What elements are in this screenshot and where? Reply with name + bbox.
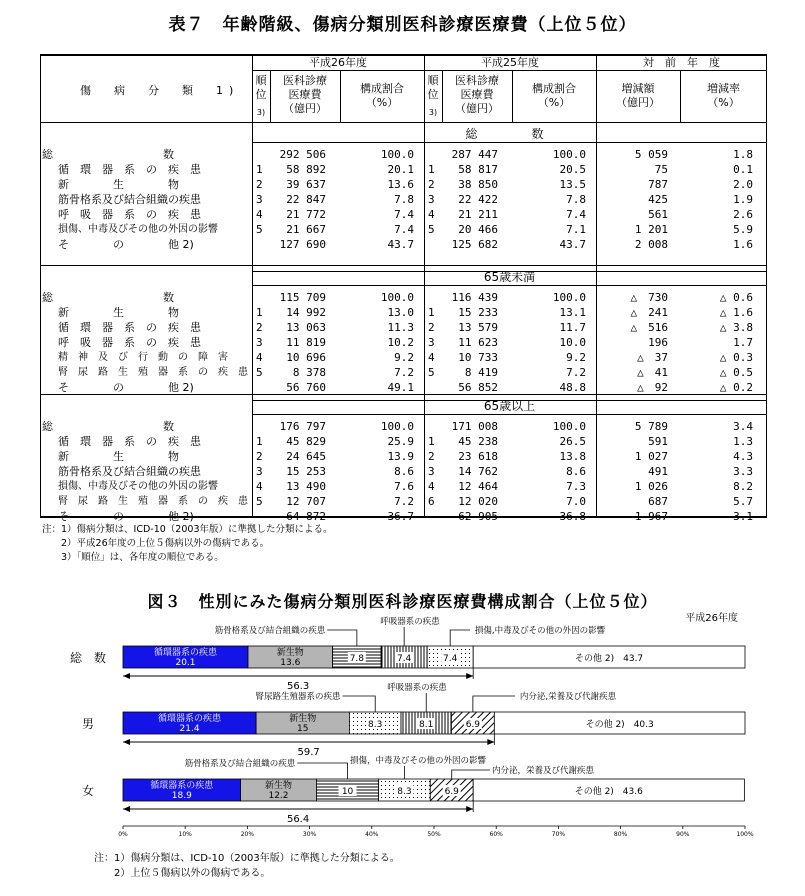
row-disease-name: 精 神 及 び 行 動 の 障 害: [58, 352, 228, 363]
row-ratio26: 11.3: [387, 321, 414, 334]
row-increase: 425: [648, 193, 668, 206]
callout-label: 筋骨格系及び結合組織の疾患: [184, 759, 296, 769]
row-ratio26: 7.6: [394, 480, 414, 493]
row-rank25: 1: [428, 306, 435, 319]
row-rank26: 3: [256, 465, 263, 478]
row-ratio25: 43.7: [559, 238, 586, 251]
row-increase: 1 026: [634, 480, 668, 493]
row-ratio26: 20.1: [387, 163, 414, 176]
row-cost25: 116 439: [451, 291, 498, 304]
header-year26: 平成26年度: [309, 56, 367, 69]
row-rate: 2.0: [733, 178, 753, 191]
row-cost25: 56 852: [458, 381, 498, 394]
x-tick-label: 100%: [736, 831, 754, 838]
table-title: 表７ 年齢階級、傷病分類別医科診療医療費（上位５位）: [168, 15, 637, 35]
x-tick-label: 60%: [489, 831, 503, 838]
row-cost26: 127 690: [279, 238, 326, 251]
row-cost26: 11 819: [286, 336, 326, 349]
row-ratio26: 10.2: [387, 336, 414, 349]
segment-value: 8.3: [397, 787, 412, 797]
segment-label: その他 2) 40.3: [585, 720, 654, 730]
segment-value: 15: [297, 724, 309, 734]
segment-value: 10: [341, 787, 354, 797]
row-rate: 3.3: [733, 465, 753, 478]
segment-value: 21.4: [179, 724, 200, 734]
segment-label: その他 2) 43.7: [575, 654, 644, 664]
x-tick-label: 0%: [118, 831, 128, 838]
row-rate: △ 0.3: [719, 351, 753, 364]
row-ratio26: 7.4: [394, 223, 414, 236]
row-increase: 2 008: [634, 238, 668, 251]
header-increase: （億円）: [616, 96, 660, 109]
row-cost26: 10 696: [286, 351, 326, 364]
row-rate: △ 0.2: [719, 381, 753, 394]
row-ratio26: 36.7: [387, 510, 414, 523]
row-ratio25: 48.8: [559, 381, 586, 394]
x-tick-label: 80%: [613, 831, 628, 838]
x-tick-label: 50%: [427, 831, 441, 838]
row-ratio25: 7.1: [566, 223, 586, 236]
segment-name: 循環器系の疾患: [154, 648, 218, 658]
row-rank26: 4: [256, 351, 263, 364]
row-disease-name: 損傷、中毒及びその他の外因の影響: [58, 224, 218, 235]
row-rank25: 2: [428, 178, 435, 191]
row-cost26: 13 490: [286, 480, 326, 493]
row-ratio25: 100.0: [552, 420, 586, 433]
row-rate: 2.6: [733, 208, 753, 221]
row-cost26: 64 872: [286, 510, 326, 523]
row-rank26: 5: [256, 495, 263, 508]
row-increase: 1 967: [634, 510, 668, 523]
row-cost26: 21 667: [286, 223, 326, 236]
row-disease-name: 総 数: [42, 148, 174, 161]
row-cost26: 176 797: [279, 420, 326, 433]
year-label: 平成26年度: [685, 613, 738, 624]
row-disease-name: 循 環 器 系 の 疾 患: [58, 435, 201, 448]
row-cost25: 20 466: [458, 223, 498, 236]
callout-label: 損傷,中毒及びその他の外因の影響: [474, 626, 606, 636]
row-increase: △ 92: [637, 381, 668, 394]
row-rank26: 5: [256, 366, 263, 379]
row-cost26: 45 829: [286, 435, 326, 448]
row-cost26: 292 506: [279, 148, 326, 161]
row-increase: △ 41: [637, 366, 668, 379]
row-rank25: 5: [428, 223, 435, 236]
row-disease-name: 呼 吸 器 系 の 疾 患: [58, 336, 201, 349]
row-cost25: 45 238: [458, 435, 498, 448]
row-ratio26: 7.4: [394, 208, 414, 221]
header-increase: 増減額: [621, 82, 655, 95]
row-rate: 3.4: [733, 420, 753, 433]
row-cost26: 58 892: [286, 163, 326, 176]
row-cost25: 62 905: [458, 510, 498, 523]
row-disease-name: 総 数: [42, 420, 174, 433]
row-cost25: 171 008: [451, 420, 498, 433]
callout-leader: [297, 763, 347, 779]
segment-value: 7.8: [349, 654, 365, 664]
row-rate: 1.8: [733, 148, 753, 161]
row-cost26: 8 378: [292, 366, 326, 379]
row-ratio25: 11.7: [559, 321, 586, 334]
row-ratio25: 9.2: [566, 351, 586, 364]
row-rate: 1.7: [733, 336, 753, 349]
row-cost26: 115 709: [279, 291, 326, 304]
row-rank25: 1: [428, 435, 435, 448]
bracket-arrow-right: [466, 673, 473, 679]
row-disease-name: 循 環 器 系 の 疾 患: [58, 163, 201, 176]
row-label: 男: [81, 717, 95, 731]
callout-leader: [327, 630, 357, 646]
row-rate: △ 0.6: [719, 291, 753, 304]
row-disease-name: 腎 尿 路 生 殖 器 系 の 疾 患: [58, 496, 248, 507]
row-ratio25: 20.5: [559, 163, 586, 176]
row-disease-name: 新 生 物: [58, 306, 179, 319]
row-ratio26: 13.0: [387, 306, 414, 319]
row-label: 女: [81, 784, 95, 798]
row-rate: △ 0.5: [719, 366, 753, 379]
x-tick-label: 40%: [365, 831, 379, 838]
row-ratio25: 7.0: [566, 495, 586, 508]
row-ratio25: 7.8: [566, 193, 586, 206]
row-cost25: 21 211: [458, 208, 498, 221]
row-rate: 8.2: [733, 480, 753, 493]
segment-name: 循環器系の疾患: [150, 781, 214, 791]
header-rank: 位: [427, 88, 439, 101]
row-cost26: 12 707: [286, 495, 326, 508]
row-cost26: 39 637: [286, 178, 326, 191]
bracket-arrow-left: [123, 806, 130, 812]
figure-title: 図３ 性別にみた傷病分類別医科診療医療費構成割合（上位５位）: [147, 592, 658, 611]
callout-label: 内分泌，栄養及び代謝疾患: [491, 766, 595, 776]
row-cost26: 15 253: [286, 465, 326, 478]
header-cost: （億円）: [455, 102, 499, 115]
row-cost25: 38 850: [458, 178, 498, 191]
row-cost25: 287 447: [451, 148, 498, 161]
row-ratio26: 7.8: [394, 193, 414, 206]
section-label: 総 数: [465, 127, 554, 141]
bracket-arrow-right: [487, 739, 494, 745]
row-ratio25: 36.8: [559, 510, 586, 523]
header-rank-note: 3): [256, 108, 266, 117]
row-ratio26: 7.2: [394, 366, 414, 379]
row-cost25: 22 422: [458, 193, 498, 206]
row-cost26: 24 645: [286, 450, 326, 463]
header-rate: 増減率: [707, 82, 740, 95]
row-increase: 5 059: [634, 148, 668, 161]
header-rate: （%）: [707, 96, 740, 109]
row-increase: 1 201: [634, 223, 668, 236]
figure-note-line: 2）上位５傷病以外の傷病である。: [94, 868, 271, 879]
row-rank25: 4: [428, 351, 435, 364]
row-increase: △ 516: [630, 321, 668, 334]
row-rank26: 1: [256, 306, 263, 319]
row-disease-name: 腎 尿 路 生 殖 器 系 の 疾 患: [58, 367, 248, 378]
row-rank25: 4: [428, 480, 435, 493]
callout-leader: [452, 770, 490, 779]
row-ratio25: 10.0: [559, 336, 586, 349]
segment-name: 新生物: [276, 648, 304, 658]
x-tick-label: 70%: [551, 831, 566, 838]
row-cost26: 13 063: [286, 321, 326, 334]
header-ratio: （%）: [537, 96, 571, 109]
row-rate: 3.1: [733, 510, 753, 523]
row-rank25: 3: [428, 193, 435, 206]
row-rank26: 3: [256, 336, 263, 349]
callout-leader: [343, 696, 376, 712]
section-label: 65歳以上: [483, 399, 536, 413]
row-ratio26: 13.9: [387, 450, 414, 463]
row-ratio26: 8.6: [394, 465, 414, 478]
row-cost26: 14 992: [286, 306, 326, 319]
header-ratio: （%）: [365, 96, 399, 109]
row-cost25: 10 733: [458, 351, 498, 364]
row-disease-name: 筋骨格系及び結合組織の疾患: [58, 193, 201, 206]
row-increase: △ 730: [630, 291, 668, 304]
row-increase: △ 37: [637, 351, 668, 364]
row-increase: 561: [648, 208, 668, 221]
row-rank26: 4: [256, 208, 263, 221]
row-rate: 5.7: [733, 495, 753, 508]
row-disease-name: そ の 他 2): [58, 381, 194, 394]
segment-value: 13.6: [280, 658, 301, 668]
row-cost26: 56 760: [286, 381, 326, 394]
header-year25: 平成25年度: [481, 56, 539, 69]
segment-value: 18.9: [171, 791, 192, 801]
row-rate: 0.1: [733, 163, 753, 176]
segment-value: 7.4: [443, 654, 458, 664]
header-ratio: 構成割合: [360, 82, 404, 95]
row-rate: △ 1.6: [719, 306, 753, 319]
row-ratio25: 7.2: [566, 366, 586, 379]
segment-label: その他 2) 43.6: [574, 787, 643, 797]
row-cost25: 14 762: [458, 465, 498, 478]
row-rate: 1.9: [733, 193, 753, 206]
row-ratio26: 9.2: [394, 351, 414, 364]
row-ratio26: 13.6: [387, 178, 414, 191]
bracket-arrow-left: [123, 739, 130, 745]
row-ratio25: 8.6: [566, 465, 586, 478]
row-rank26: 2: [256, 321, 263, 334]
header-rank: 順: [427, 74, 439, 87]
row-disease-name: そ の 他 2): [58, 238, 194, 251]
row-ratio25: 13.5: [559, 178, 586, 191]
row-increase: 491: [648, 465, 668, 478]
row-ratio25: 7.3: [566, 480, 586, 493]
row-ratio26: 7.2: [394, 495, 414, 508]
row-disease-name: 総 数: [42, 291, 174, 304]
bracket-value: 56.3: [286, 681, 310, 692]
callout-label: 筋骨格系及び結合組織の疾患: [214, 626, 326, 636]
row-disease-name: 筋骨格系及び結合組織の疾患: [58, 465, 201, 478]
row-rank25: 4: [428, 208, 435, 221]
row-rank26: 3: [256, 193, 263, 206]
segment-value: 20.1: [175, 658, 196, 668]
header-disease: 傷 病 分 類 1): [80, 84, 240, 97]
row-ratio25: 100.0: [552, 291, 586, 304]
note-line: 2）平成26年度の上位５傷病以外の傷病である。: [42, 538, 270, 549]
callout-leader: [473, 696, 515, 712]
row-rank26: 4: [256, 480, 263, 493]
header-cost: （億円）: [283, 102, 327, 115]
row-ratio25: 13.1: [559, 306, 586, 319]
header-prev: 対 前 年 度: [643, 56, 720, 69]
row-disease-name: 損傷、中毒及びその他の外因の影響: [58, 481, 218, 492]
header-rank: 順: [255, 74, 267, 87]
x-tick-label: 10%: [178, 831, 192, 838]
row-increase: 787: [648, 178, 668, 191]
x-tick-label: 20%: [240, 831, 255, 838]
row-increase: 687: [648, 495, 668, 508]
row-cost25: 15 233: [458, 306, 498, 319]
row-increase: 1 027: [634, 450, 668, 463]
row-rank25: 1: [428, 163, 435, 176]
row-rate: 1.3: [733, 435, 753, 448]
row-increase: △ 241: [630, 306, 668, 319]
callout-label: 呼吸器系の疾患: [387, 683, 447, 693]
row-cost25: 8 419: [464, 366, 498, 379]
row-disease-name: 新 生 物: [58, 178, 179, 191]
row-rank26: 1: [256, 163, 263, 176]
row-ratio26: 100.0: [380, 291, 414, 304]
callout-label: 腎尿路生殖器系の疾患: [255, 692, 341, 702]
row-increase: 196: [648, 336, 668, 349]
row-disease-name: 新 生 物: [58, 450, 179, 463]
row-cost26: 22 847: [286, 193, 326, 206]
row-ratio25: 13.8: [559, 450, 586, 463]
figure-note-line: 注：1）傷病分類は、ICD-10（2003年版）に準拠した分類による。: [94, 853, 400, 864]
row-rate: 5.9: [733, 223, 753, 236]
row-rank25: 3: [428, 336, 435, 349]
row-ratio25: 7.4: [566, 208, 586, 221]
row-cost25: 23 618: [458, 450, 498, 463]
header-rank-note: 3): [428, 108, 438, 117]
row-label: 総 数: [69, 651, 107, 665]
callout-label: 損傷，中毒及びその他の外因の影響: [349, 756, 487, 766]
row-rank26: 5: [256, 223, 263, 236]
row-cost25: 125 682: [451, 238, 498, 251]
row-ratio26: 100.0: [380, 420, 414, 433]
segment-value: 8.1: [419, 720, 434, 730]
segment-name: 新生物: [264, 781, 293, 791]
row-rank25: 5: [428, 366, 435, 379]
row-cost25: 12 464: [458, 480, 498, 493]
row-cost25: 13 579: [458, 321, 498, 334]
segment-value: 7.4: [396, 654, 412, 664]
row-rank25: 3: [428, 465, 435, 478]
row-ratio26: 49.1: [387, 381, 414, 394]
bracket-arrow-left: [123, 673, 130, 679]
segment-value: 12.2: [268, 791, 289, 801]
x-tick-label: 30%: [302, 831, 317, 838]
row-cost25: 11 623: [458, 336, 498, 349]
row-rate: △ 3.8: [719, 321, 753, 334]
row-rank26: 2: [256, 178, 263, 191]
row-ratio25: 100.0: [552, 148, 586, 161]
row-rank26: 1: [256, 435, 263, 448]
row-ratio25: 26.5: [559, 435, 586, 448]
segment-name: 新生物: [289, 714, 317, 724]
row-ratio26: 100.0: [380, 148, 414, 161]
header-cost: 医科診療: [455, 74, 499, 87]
header-cost: 医療費: [460, 88, 494, 101]
row-disease-name: そ の 他 2): [58, 510, 194, 523]
callout-label: 内分泌,栄養及び代謝疾患: [519, 692, 617, 702]
header-ratio: 構成割合: [532, 82, 576, 95]
row-disease-name: 呼 吸 器 系 の 疾 患: [58, 208, 201, 221]
x-tick-label: 90%: [676, 831, 690, 838]
callout-label: 呼吸器系の疾患: [380, 617, 440, 627]
row-rank26: 2: [256, 450, 263, 463]
bracket-value: 59.7: [297, 747, 320, 758]
segment-name: 循環器系の疾患: [158, 714, 222, 724]
row-rank25: 2: [428, 450, 435, 463]
note-line: 3）「順位」は、各年度の順位である。: [42, 552, 224, 563]
segment-value: 8.3: [368, 720, 383, 730]
row-rate: 1.6: [733, 238, 753, 251]
note-line: 注：1）傷病分類は、ICD-10（2003年版）に準拠した分類による。: [42, 524, 333, 535]
header-cost: 医科診療: [283, 74, 327, 87]
row-cost25: 12 020: [458, 495, 498, 508]
row-increase: 591: [648, 435, 668, 448]
row-increase: 5 789: [634, 420, 668, 433]
header-cost: 医療費: [288, 88, 322, 101]
row-increase: 75: [654, 163, 668, 176]
row-cost26: 21 772: [286, 208, 326, 221]
row-rank25: 6: [428, 495, 435, 508]
row-ratio26: 43.7: [387, 238, 414, 251]
bracket-arrow-right: [466, 806, 473, 812]
row-rank25: 2: [428, 321, 435, 334]
segment-value: 6.9: [444, 787, 459, 797]
row-cost25: 58 817: [458, 163, 498, 176]
header-rank: 位: [255, 88, 267, 101]
row-disease-name: 循 環 器 系 の 疾 患: [58, 321, 201, 334]
row-rate: 4.3: [733, 450, 753, 463]
callout-leader: [450, 630, 470, 646]
section-label: 65歳未満: [483, 270, 536, 284]
bracket-value: 56.4: [286, 814, 310, 825]
segment-value: 6.9: [465, 720, 481, 730]
row-ratio26: 25.9: [387, 435, 414, 448]
